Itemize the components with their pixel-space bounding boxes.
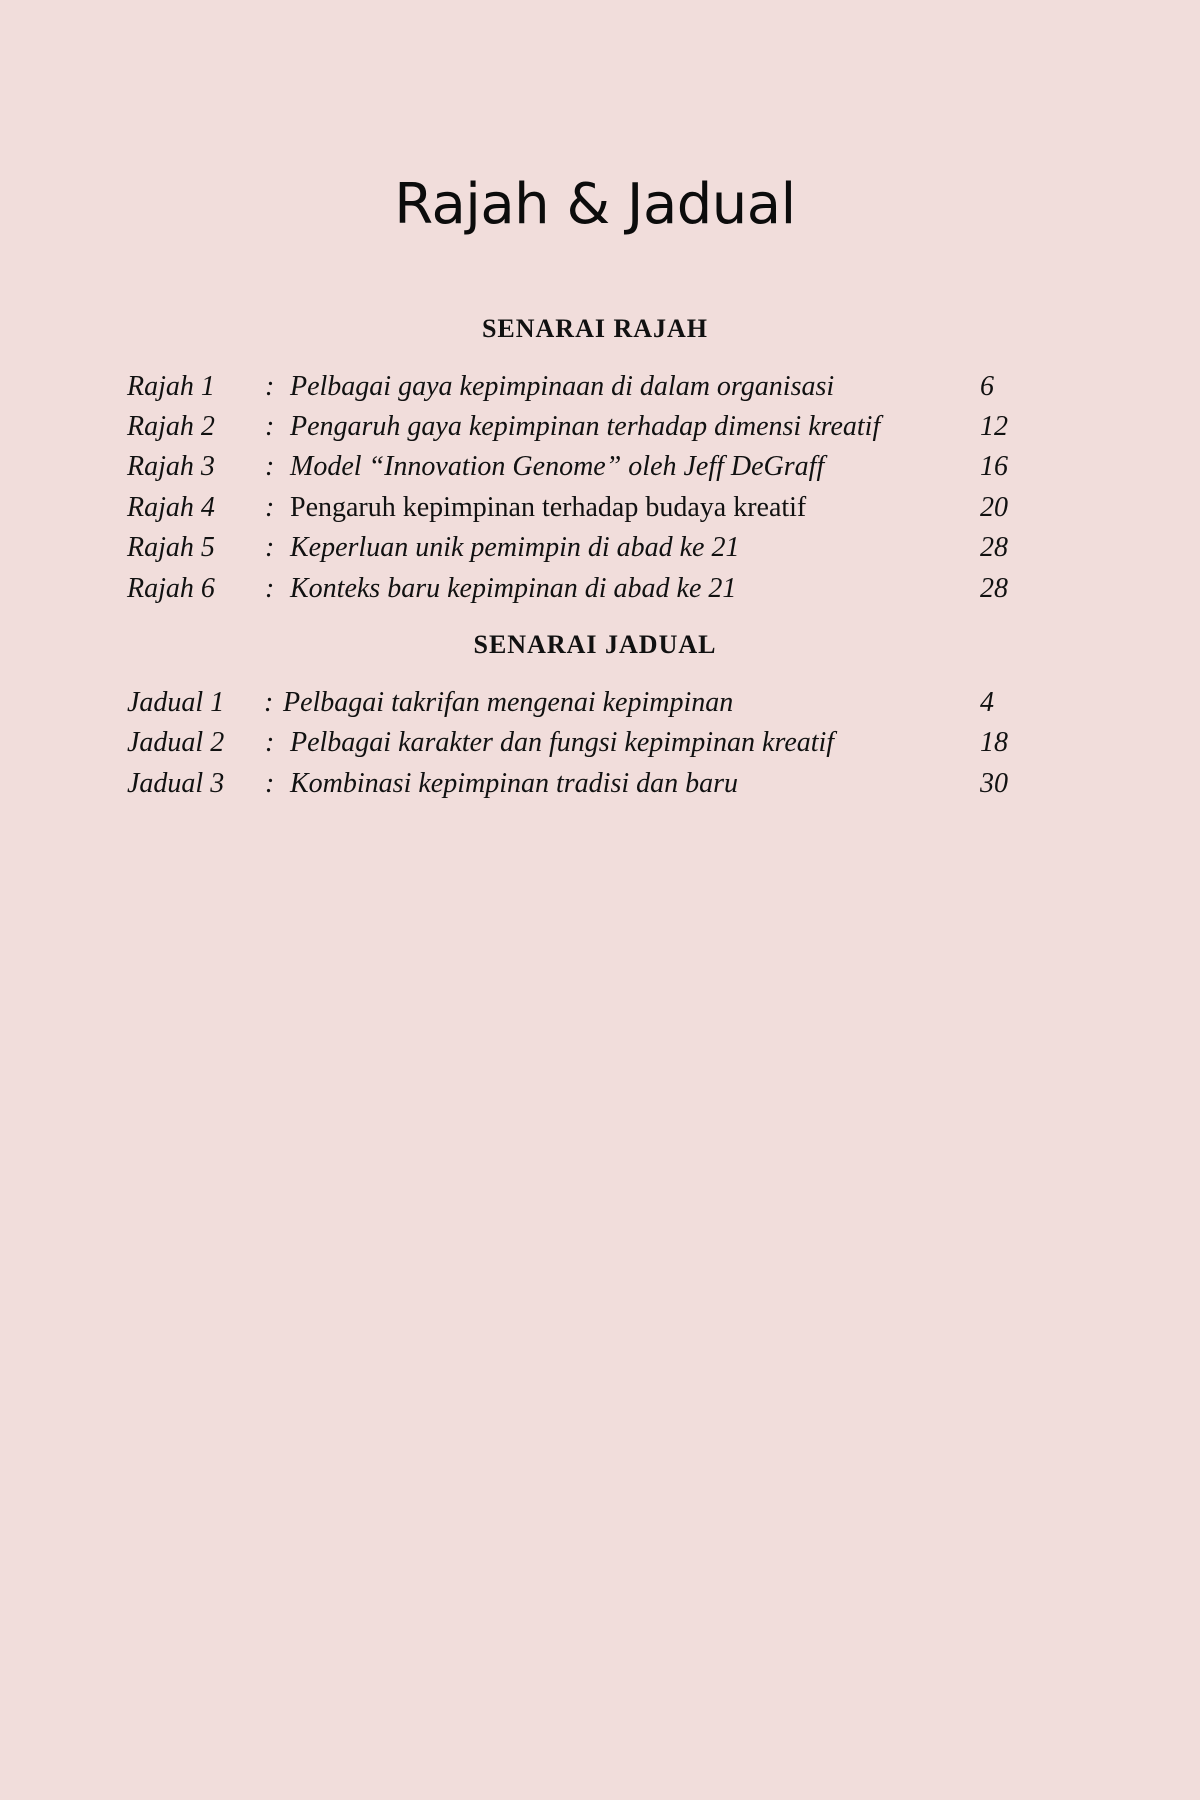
figure-entry [0,367,1200,407]
table-title: Pelbagai takrifan mengenai kepimpinan [283,687,734,718]
table-entry [0,683,1200,723]
figure-title: Keperluan unik pemimpin di abad ke 21 [290,532,740,563]
figure-title: Pengaruh gaya kepimpinan terhadap dimensi kreatif [290,411,881,442]
figure-title: Pengaruh kepimpinan terhadap budaya kreatif [290,492,807,523]
page-title: Rajah & Jadual [394,172,796,237]
page-number: 28 [980,532,1008,563]
page-number: 28 [980,573,1008,604]
page-number: 20 [980,492,1008,523]
figure-label: Rajah 1 [127,371,215,402]
figure-entry [0,407,1200,447]
entry-separator: : [265,532,275,563]
table-label: Jadual 1 [127,687,225,718]
table-entry [0,764,1200,804]
entry-separator: : [265,492,275,523]
figures-section-heading: SENARAI RAJAH [481,314,709,343]
figure-label: Rajah 6 [127,573,215,604]
entry-separator: : [265,451,275,482]
figure-entry [0,528,1200,568]
table-title: Pelbagai karakter dan fungsi kepimpinan kreatif [290,727,835,758]
page-number: 12 [980,411,1008,442]
table-label: Jadual 2 [127,727,225,758]
entry-separator: : [265,411,275,442]
entry-separator: : [264,687,274,718]
page-number: 6 [980,371,994,402]
figure-title: Model “Innovation Genome” oleh Jeff DeGraff [290,451,825,482]
table-entry [0,723,1200,763]
page-number: 4 [980,687,994,718]
figure-label: Rajah 3 [127,451,215,482]
table-label: Jadual 3 [127,768,225,799]
page-number: 30 [980,768,1008,799]
figure-title: Pelbagai gaya kepimpinaan di dalam organisasi [290,371,835,402]
figure-label: Rajah 4 [127,492,215,523]
figure-label: Rajah 2 [127,411,215,442]
figure-entry [0,569,1200,609]
entry-separator: : [265,727,275,758]
entry-separator: : [265,573,275,604]
figure-entry [0,488,1200,528]
page-number: 18 [980,727,1008,758]
figure-title: Konteks baru kepimpinan di abad ke 21 [290,573,737,604]
page-number: 16 [980,451,1008,482]
tables-section-heading: SENARAI JADUAL [473,630,717,659]
entry-separator: : [265,768,275,799]
table-title: Kombinasi kepimpinan tradisi dan baru [290,768,739,799]
figure-entry [0,447,1200,487]
entry-separator: : [265,371,275,402]
figure-label: Rajah 5 [127,532,215,563]
